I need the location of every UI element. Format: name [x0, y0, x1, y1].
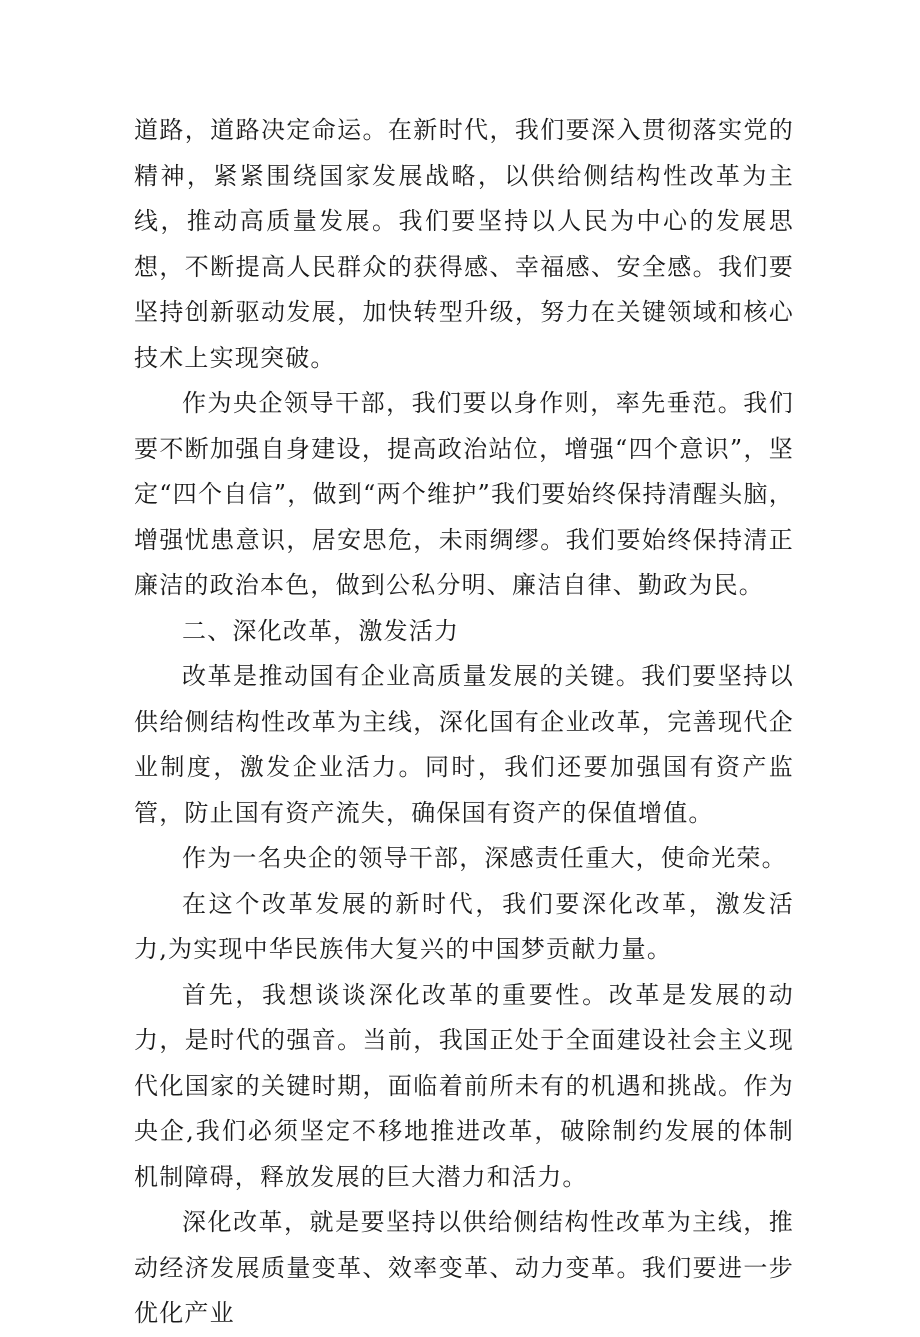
- paragraph-responsibility: 作为一名央企的领导干部，深感责任重大，使命光荣。: [182, 844, 787, 872]
- document-page: [134, 108, 794, 1337]
- paragraph-reform-key: 改革是推动国有企业高质量发展的关键。我们要坚持以供给侧结构性改革为主线，深化国有企业改革，完善现代企业制度，激发企业活力。同时，我们还要加强国有资产监管，防止国有资产流失，确保国有资产的保值增值。: [134, 662, 794, 827]
- paragraph-importance: 首先，我想谈谈深化改革的重要性。改革是发展的动力，是时代的强音。当前，我国正处于全面建设社会主义现代化国家的关键时期，面临着前所未有的机遇和挑战。作为央企,我们必须坚定不移地推进改革，破除制约发展的体制机制障碍，释放发展的巨大潜力和活力。: [134, 980, 794, 1191]
- section-heading-reform: 二、深化改革，激发活力: [182, 616, 460, 645]
- paragraph-continuation: 道路，道路决定命运。在新时代，我们要深入贯彻落实党的精神，紧紧围绕国家发展战略，以供给侧结构性改革为主线，推动高质量发展。我们要坚持以人民为中心的发展思想，不断提高人民群众的获得感、幸福感、安全感。我们要坚持创新驱动发展，加快转型升级，努力在关键领域和核心技术上实现突破。: [134, 116, 794, 372]
- paragraph-leadership-role: 作为央企领导干部，我们要以身作则，率先垂范。我们要不断加强自身建设，提高政治站位，增强“四个意识”，坚定“四个自信”，做到“两个维护”我们要始终保持清醒头脑，增强忧患意识，居安思危，未雨绸缪。我们要始终保持清正廉洁的政治本色，做到公私分明、廉洁自律、勤政为民。: [134, 389, 794, 599]
- paragraph-new-era: 在这个改革发展的新时代，我们要深化改革，激发活力,为实现中华民族伟大复兴的中国梦贡献力量。: [134, 889, 794, 963]
- paragraph-supply-side: 深化改革，就是要坚持以供给侧结构性改革为主线，推动经济发展质量变革、效率变革、动力变革。我们要进一步优化产业: [134, 1208, 794, 1327]
